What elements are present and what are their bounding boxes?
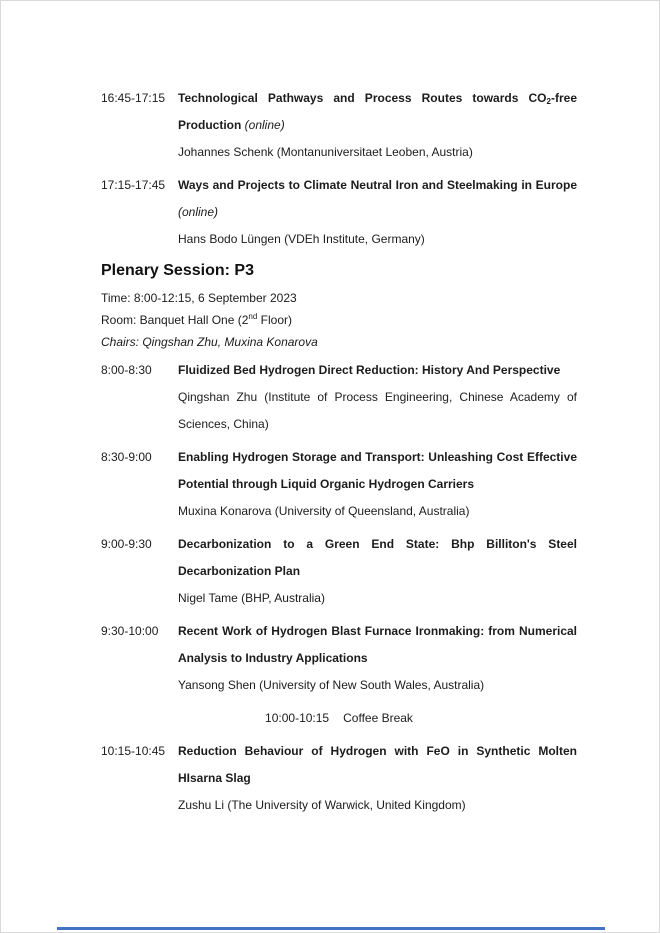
time-label: 9:30-10:00 xyxy=(101,624,159,638)
coffee-break-row xyxy=(101,705,577,732)
online-note: (online) xyxy=(178,205,219,219)
talk-title: Fluidized Bed Hydrogen Direct Reduction: History And Perspective xyxy=(178,363,561,377)
speaker-name: Hans Bodo Lüngen (VDEh Institute, Germany) xyxy=(178,232,425,246)
speaker-name: Zushu Li (The University of Warwick, United Kingdom) xyxy=(178,798,466,812)
talk-title-text: Ways and Projects to Climate Neutral Iron and Steelmaking in Europe xyxy=(178,178,577,192)
session-room-text: Floor) xyxy=(257,313,292,327)
session-p3 xyxy=(101,259,577,819)
time-label: 17:15-17:45 xyxy=(101,178,166,192)
agenda-item xyxy=(101,618,577,699)
subscript-2: 2 xyxy=(546,97,551,106)
session-heading: Plenary Session: P3 xyxy=(101,262,254,279)
speaker-name: Qingshan Zhu (Institute of Process Engineering, Chinese Academy of Sciences, China) xyxy=(178,390,577,431)
session-room xyxy=(101,309,577,331)
talk-title xyxy=(178,85,577,139)
session-room-text: Room: Banquet Hall One (2 xyxy=(101,313,249,327)
agenda-item xyxy=(101,444,577,525)
agenda-item xyxy=(101,172,577,253)
online-note: (online) xyxy=(244,118,285,132)
speaker-name: Muxina Konarova (University of Queensland, Australia) xyxy=(178,504,470,518)
speaker-name: Johannes Schenk (Montanuniversitaet Leoben, Austria) xyxy=(178,145,473,159)
coffee-break-label: Coffee Break xyxy=(343,711,413,725)
talk-title: Decarbonization to a Green End State: Bhp Billiton's Steel Decarbonization Plan xyxy=(178,537,577,578)
talk-title: Enabling Hydrogen Storage and Transport: Unleashing Cost Effective Potential through Liquid Organic Hydrogen Carriers xyxy=(178,450,577,491)
time-label: 9:00-9:30 xyxy=(101,537,152,551)
time-label: 16:45-17:15 xyxy=(101,91,166,105)
agenda-item xyxy=(101,85,577,166)
session-chairs: Chairs: Qingshan Zhu, Muxina Konarova xyxy=(101,335,318,349)
agenda-item xyxy=(101,738,577,819)
talk-title xyxy=(178,172,577,226)
speaker-name: Yansong Shen (University of New South Wales, Australia) xyxy=(178,678,485,692)
session-meta xyxy=(101,287,577,353)
time-label: 8:00-8:30 xyxy=(101,363,152,377)
agenda-item xyxy=(101,357,577,438)
session-p2-agenda xyxy=(101,85,577,253)
time-label: 10:15-10:45 xyxy=(101,744,166,758)
time-label: 8:30-9:00 xyxy=(101,450,152,464)
agenda-item xyxy=(101,531,577,612)
footer-rule xyxy=(57,927,605,930)
talk-title-text: -free Production xyxy=(178,91,577,132)
talk-title-text: Technological Pathways and Process Routes towards CO xyxy=(178,91,547,105)
coffee-break-time: 10:00-10:15 xyxy=(265,711,330,725)
ordinal-superscript: nd xyxy=(248,312,258,321)
talk-title: Recent Work of Hydrogen Blast Furnace Ironmaking: from Numerical Analysis to Industry Applications xyxy=(178,624,577,665)
speaker-name: Nigel Tame (BHP, Australia) xyxy=(178,591,325,605)
session-time: Time: 8:00-12:15, 6 September 2023 xyxy=(101,291,297,305)
talk-title: Reduction Behaviour of Hydrogen with FeO in Synthetic Molten HIsarna Slag xyxy=(178,744,577,785)
